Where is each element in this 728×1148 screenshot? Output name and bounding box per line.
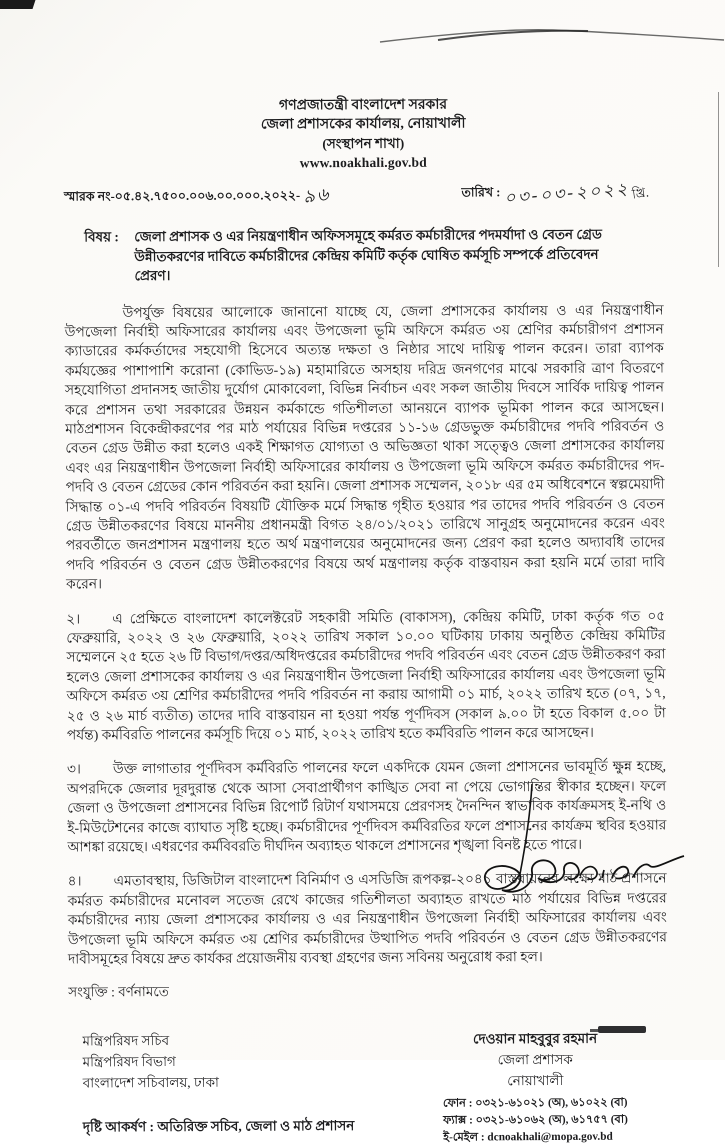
paragraph-text: উপর্যুক্ত বিষয়ের আলোকে জানানো যাচ্ছে যে, জেলা প্রশাসকের কার্যালয় ও এর নিয়ন্ত্রণাধীন উপজেলা নির্বাহী অফিসারের কার্যালয় এবং উপজেলা ভূমি অফিসে কর্মরত ৩য় শ্রেণির কর্মচারীগণ প্রশাসন ক্যাডারের কর্মকর্তাদের সহযোগী হিসেবে অত্যন্ত দক্ষতা ও নিষ্ঠার সাথে দায়িত্ব পালন করেন। তারা ব্যাপক কর্মযজ্ঞের পাশাপাশি করোনা (কোভিড-১৯) মহামারিতে অসহায় দরিদ্র জনগণের মাঝে সরকারি ত্রাণ বিতরণে সহযোগিতা প্রদানসহ জাতীয় দুর্যোগ মোকাবেলা, বিভিন্ন নির্বাচন এবং সকল জাতীয় দিবসে সার্বিক দায়িত্ব পালন করে প্রশাসন তথা সরকারের উন্নয়ন কর্মকান্ডে গতিশীলতা আনয়নে ব্যাপক ভূমিকা পালন করে আসছেন। মাঠপ্রশাসন বিকেন্দ্রীকরণের পর মাঠ পর্যায়ের বিভিন্ন দপ্তরের ১১-১৬ গ্রেডভুক্ত কর্মচারীদের পদবি পরিবর্তন ও বেতন গ্রেড উন্নীত করা হলেও একই শিক্ষাগত যোগ্যতা ও অভিজ্ঞতা থাকা সত্ত্বেও জেলা প্রশাসকের কার্যালয় এবং এর নিয়ন্ত্রণাধীন উপজেলা নির্বাহী অফিসারের কার্যালয় ও উপজেলা ভূমি অফিসে কর্মরত কর্মচারীদের পদ-পদবি ও বেতন গ্রেডের কোন পরিবর্তন করা হয়নি। জেলা প্রশাসক সম্মেলন, ২০১৮ এর ৫ম অধিবেশনে স্বল্পমেয়াদী সিদ্ধান্ত ০১-এ পদবি পরিবর্তন বিষয়টি যৌক্তিক মর্মে সিদ্ধান্ত গৃহীত হওয়ার পর তাদের পদবি পরিবর্তন ও বেতন গ্রেড উন্নীতকরণের বিষয়ে মাননীয় প্রধানমন্ত্রী বিগত ২৪/০১/২০২১ তারিখে সানুগ্রহ অনুমোদনের করেন এবং পরবর্তীতে জনপ্রশাসন মন্ত্রণালয় হতে অর্থ মন্ত্রণালয়ের অনুমোদনের জন্য প্রেরণ করা হলেও অদ্যাবধি তাদের পদবি পরিবর্তন ও বেতন গ্রেড উন্নীতকরণের বিষয়ে অর্থ মন্ত্রণালয় কর্তৃক বাস্তবায়ন করা হয়নি মর্মে তারা দাবি করেন। [64,301,665,592]
paragraph-number: ৪। [67,873,82,890]
attachment-line: সংযুক্তি : বর্ণনামতে [68,983,169,1000]
paragraph-number: ৩। [66,761,81,777]
paragraph-text: উক্ত লাগাতার পূর্ণদিবস কর্মবিরতি পালনের ফলে একদিকে যেমন জেলা প্রশাসনের ভাবমূর্তি ক্ষুন্ন হচ্ছে, অপরদিকে জেলার দূরদুরান্ত থেকে আসা সেবাপ্রার্থীগণ কাঙ্খিত সেবা না পেয়ে ভোগান্তির স্বীকার হচ্ছেন। ফলে জেলা ও উপজেলা প্রশাসনের বিভিন্ন রিপোর্ট রিটার্ণ যথাসময়ে প্রেরণসহ দৈনন্দিন স্বাভাবিক কার্যক্রমসহ ই-নথি ও ই-মিউটেশনের কাজে ব্যাঘাত সৃষ্টি হচ্ছে। কর্মচারীদের পূর্ণদিবস কর্মবিরতির ফলে প্রশাসনের কার্যক্রম স্থবির হওয়ার আশঙ্কা রয়েছে। এধরণের কর্মবিবরতি দীর্ঘদিন অব্যাহত থাকলে প্রশাসনের শৃঙ্খলা বিনষ্ট হতে পারে। [67,758,667,855]
signatory-name: দেওয়ান মাহবুবুর রহমান [472,1030,598,1046]
subject-label: বিষয় : [84,229,119,245]
memo-handwritten-number: ৯৬ [302,183,332,208]
recipient-line-1: মন্ত্রিপরিষদ সচিব [82,1032,170,1048]
date-label: তারিখ : [461,185,501,200]
date-suffix: খ্রি. [631,184,651,202]
branch-name: (সংস্থাপন শাখা) [322,135,405,152]
paragraph-text: এ প্রেক্ষিতে বাংলাদেশ কালেক্টরেট সহকারী সমিতি (বাকাসস), কেন্দ্রিয় কমিটি, ঢাকা কর্তৃক গত ০৫ ফেব্রুয়ারি, ২০২২ ও ২৬ ফেব্রুয়ারি, ২০২২ তারিখ সকাল ১০.০০ ঘটিকায় ঢাকায় অনুষ্ঠিত কেন্দ্রিয় কমিটির সম্মেলনে ২৫ হতে ২৬ টি বিভাগ/দপ্তর/অধিদপ্তরের কর্মচারীদের পদবি পরিবর্তন এবং বেতন গ্রেড উন্নীতকরণ করা হলেও জেলা প্রশাসকের কার্যালয় ও এর নিয়ন্ত্রণাধীন উপজেলা নির্বাহী অফিসারের কার্যালয় এবং উপজেলা ভূমি অফিসে কর্মরত ৩য় শ্রেণির কর্মচারীদের পদবি পরিবর্তন না করায় আগামী ০১ মার্চ, ২০২২ তারিখ হতে (০৭, ১৭, ২৫ ও ২৬ মার্চ ব্যতীত) তাদের দাবি বাস্তবায়ন না হওয়া পর্যন্ত পূর্ণদিবস (সকাল ৯.০০ টা হতে বিকাল ৫.০০ টা পর্যন্ত) কর্মবিরতি পালনের কর্মসূচি দিয়ে ০১ মার্চ, ২০২২ তারিখ হতে কর্মবিরতি পালন করে আসছেন। [66,608,666,743]
body-paragraph-3 [67,757,666,857]
subject-text: জেলা প্রশাসক ও এর নিয়ন্ত্রণাধীন অফিসসমূহে কর্মরত কর্মচারীদের পদমর্যাদা ও বেতন গ্রেড উন্নীতকরণের দাবিতে কর্মচারীদের কেন্দ্রিয় কমিটি কর্তৃক ঘোষিত কর্মসূচি সম্পর্কে প্রতিবেদন প্রেরণ। [134,226,602,284]
paragraph-text: এমতাবস্থায়, ডিজিটাল বাংলাদেশ বিনির্মাণ ও এসডিজি রূপকল্প-২০৪১ বাস্তবায়নের লক্ষ্যে মাঠ প্রশাসনে কর্মরত কর্মচারীদের মনোবল সতেজ রেখে কাজের গতিশীলতা অব্যাহত রাখতে মাঠ পর্যায়ের বিভিন্ন দপ্তরের কর্মচারীদের ন্যায় জেলা প্রশাসকের কার্যালয় ও এর নিয়ন্ত্রণাধীন উপজেলা নির্বাহী অফিসারের কার্যালয় এবং উপজেলা ভূমি অফিসে কর্মরত ৩য় শ্রেণির কর্মচারীদের উত্থাপিত পদবি পরিবর্তন ও বেতন গ্রেড উন্নীতকরণের দাবীসমূহের বিষয়ে দ্রুত কার্যকর প্রয়োজনীয় ব্যবস্থা গ্রহণের জন্য সবিনয় অনুরোধ করা হল। [67,870,667,967]
website-text: www.noakhali.gov.bd [299,154,427,171]
contact-fax: ফ্যাক্স : ০৩২১-৬১০৬২ (অ), ৬১৭৫৭ (বা) [443,1113,628,1127]
recipient-block [68,1029,354,1148]
recipient-line-2: মন্ত্রিপরিষদ বিভাগ [82,1053,176,1069]
signatory-designation: জেলা প্রশাসক [497,1051,573,1067]
signatory-district: নোয়াখালী [507,1072,564,1088]
government-name: গণপ্রজাতন্ত্রী বাংলাদেশ সরকার [278,97,448,114]
letterhead [64,94,663,173]
attention-line: দৃষ্টি আকর্ষণ : অতিরিক্ত সচিব, জেলা ও মাঠ প্রশাসন [82,1117,355,1134]
date-line [461,177,663,209]
body-paragraph-2 [66,606,666,745]
memo-number-line [64,179,331,211]
contact-phone: ফোন : ০৩২১-৬১০২১ (অ), ৬১০২২ (বা) [442,1096,628,1110]
paragraph-number: ২। [66,611,81,627]
handwritten-date: ০৩-০৩-২০২২ [503,179,630,209]
signature-row [68,1027,668,1148]
contact-email: ই-মেইল : dcnoakhali@mopa.gov.bd [443,1130,613,1144]
body-paragraph-4 [68,869,667,969]
office-name: জেলা প্রশাসকের কার্যালয়, নোয়াখালী [260,116,466,133]
contact-block [443,1094,628,1146]
memo-number-label: স্মারক নং-০৫.৪২.৭৫০০.০০৬.০০.০০০.২০২২- [63,188,301,204]
body-paragraph-1 [65,300,666,594]
recipient-line-3: বাংলাদেশ সচিবালয়, ঢাকা [82,1074,219,1090]
signatory-block [443,1027,668,1146]
subject-block [84,224,663,286]
letter-body [65,300,667,969]
memo-row [64,177,663,211]
